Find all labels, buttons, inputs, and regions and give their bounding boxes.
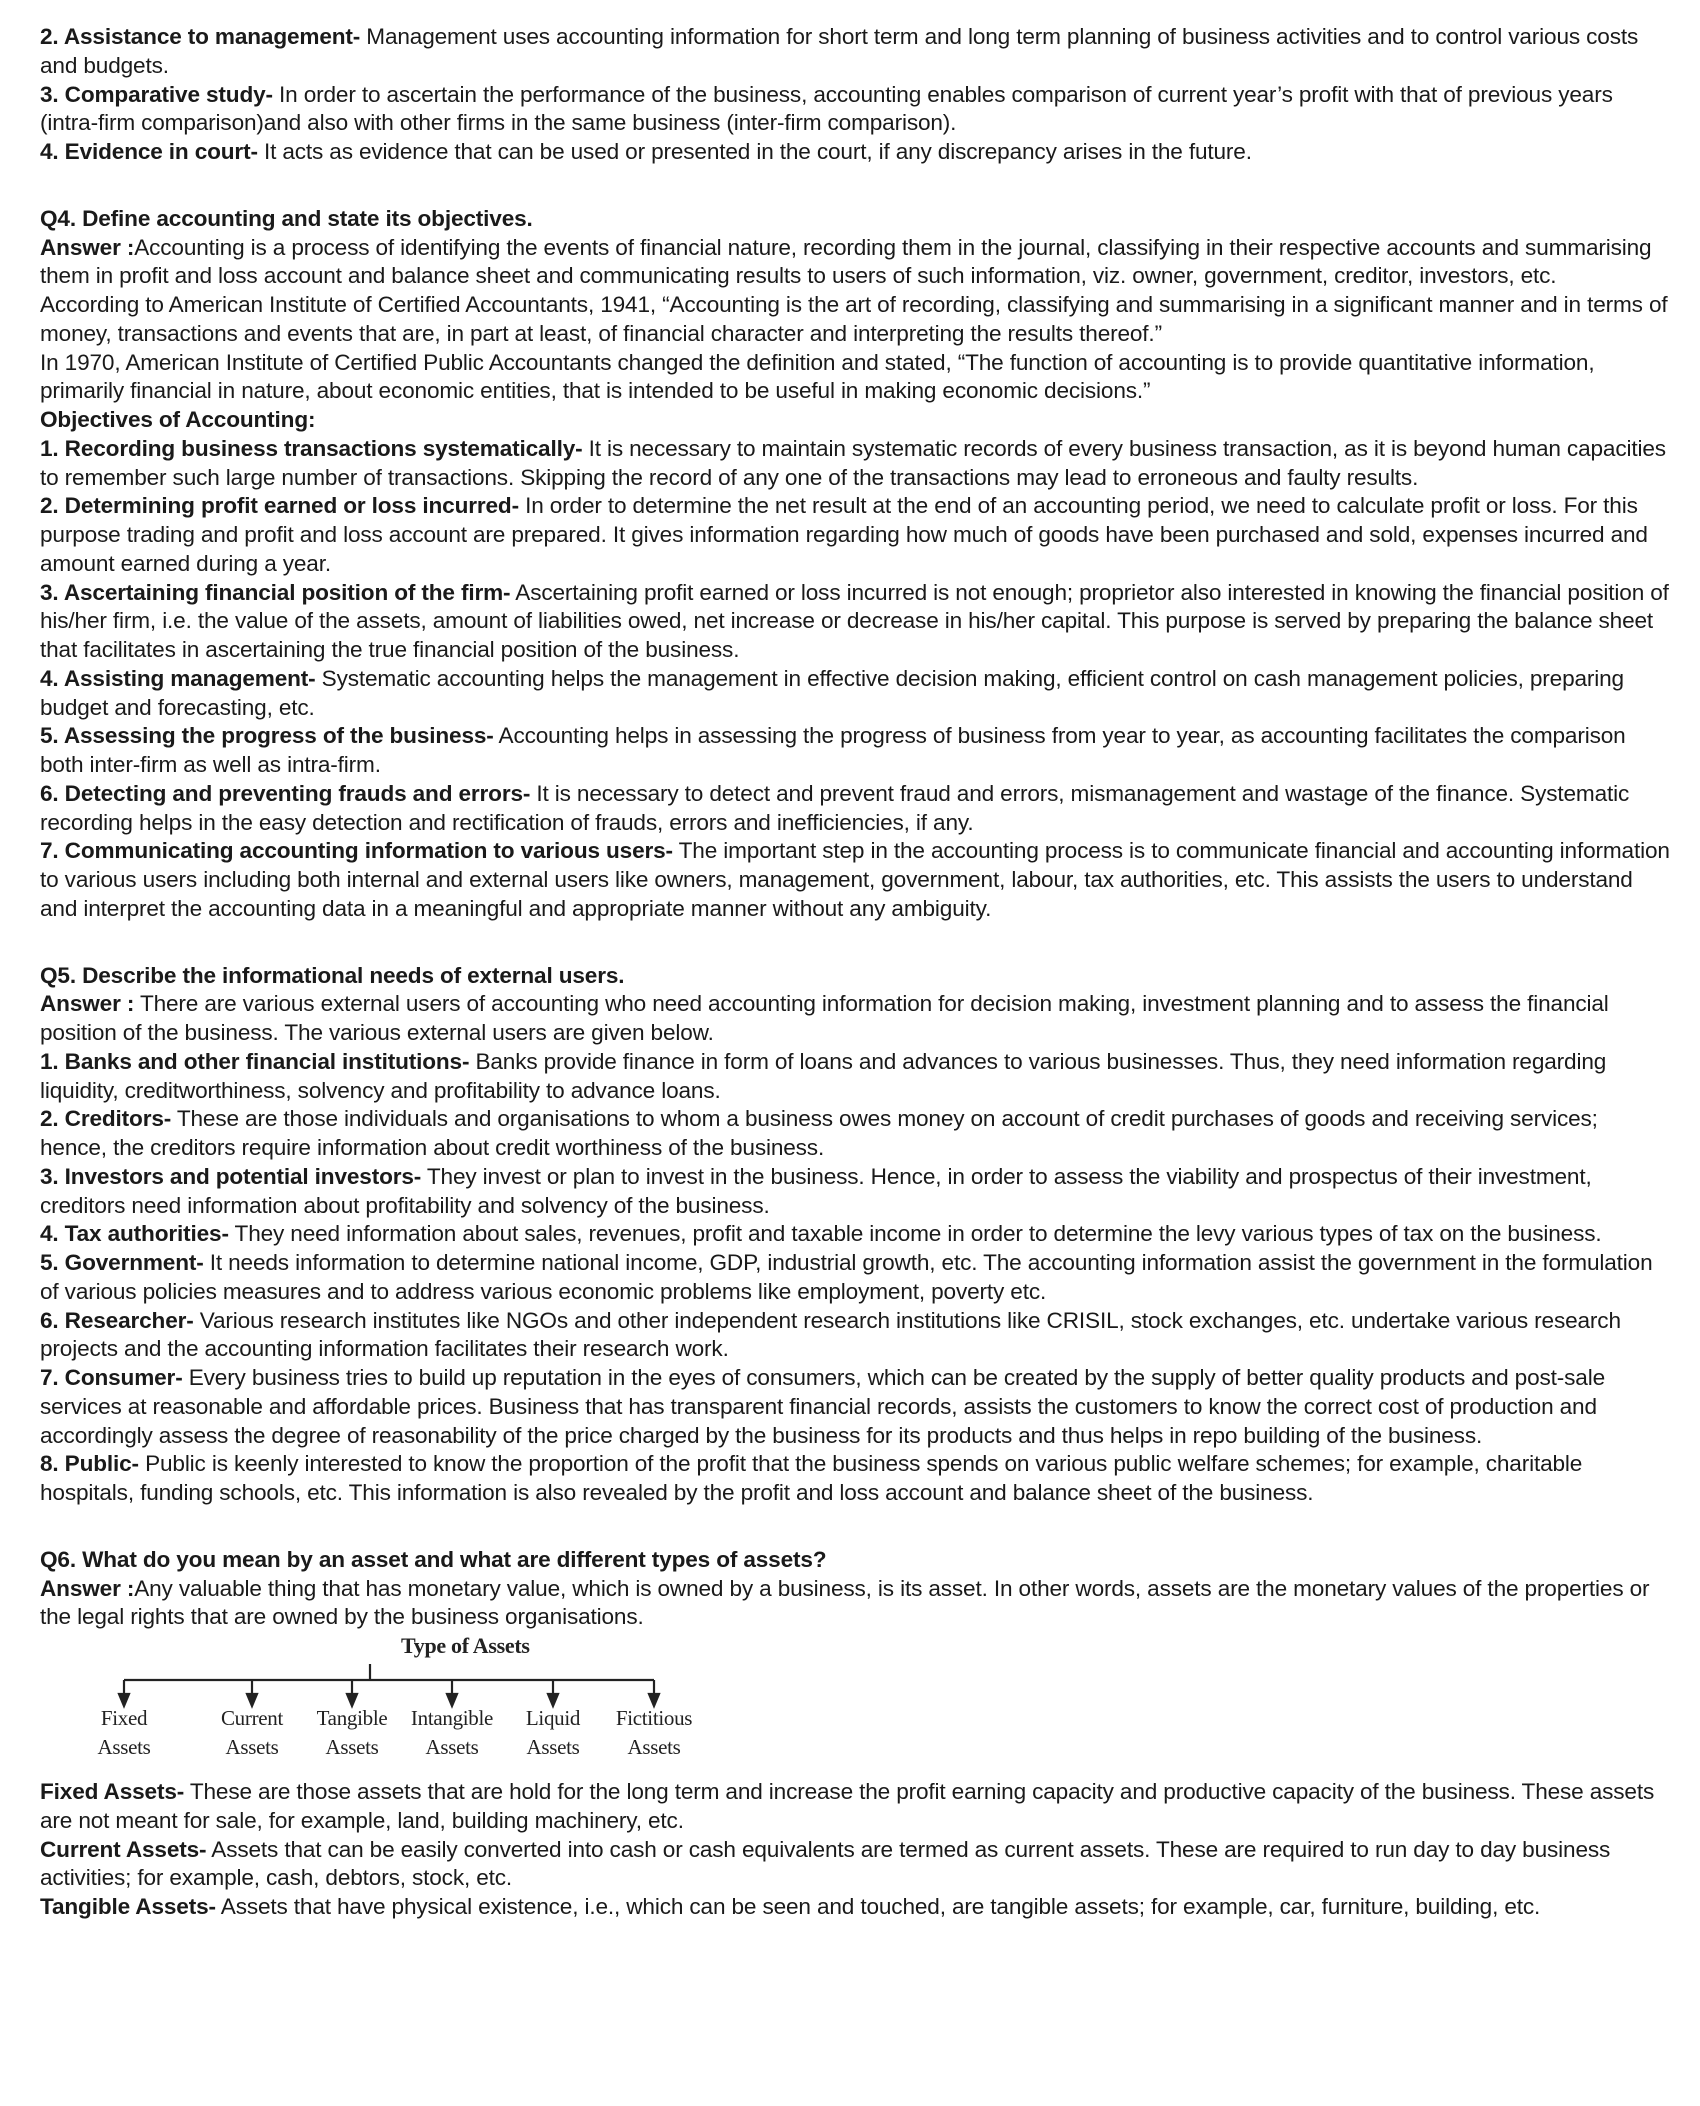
item-text: It acts as evidence that can be used or presented in the court, if any discrepancy arises in the future. (257, 139, 1252, 164)
list-item (40, 1778, 1670, 1836)
answer-paragraph (40, 234, 1670, 292)
item-text: Various research institutes like NGOs and other independent research institutions like CRISIL, stock exchanges, etc. undertake various research projects and the accounting information facilitates their research work. (40, 1307, 1621, 1362)
answer-text: There are various external users of accounting who need accounting information for decision making, investment planning and to assess the financial position of the business. The various external users are given below. (40, 991, 1609, 1045)
list-item (40, 1893, 1670, 1922)
list-item (40, 1048, 1670, 1106)
document-page (40, 23, 1670, 1922)
item-label: 2. Creditors- (40, 1106, 172, 1132)
item-label: 4. Evidence in court- (40, 139, 258, 164)
item-label: 3. Ascertaining financial position of the firm- (40, 579, 511, 605)
item-label: 4. Assisting management- (40, 665, 316, 691)
item-text: Public is keenly interested to know the proportion of the profit that the business spends on various public welfare schemes; for example, charitable hospitals, funding schools, etc. This information is also revealed by the profit and loss account and balance sheet of the business. (40, 1451, 1583, 1505)
item-text: It is necessary to detect and prevent fraud and errors, mismanagement and wastage of the finance. Systematic recording helps in the easy detection and rectification of frauds, errors and inefficiencies, if any. (40, 780, 1630, 835)
objectives-heading: Objectives of Accounting: (40, 407, 316, 432)
question-title: Q6. What do you mean by an asset and what are different types of assets? (40, 1546, 827, 1572)
list-item (40, 81, 1670, 139)
question-title: Q5. Describe the informational needs of external users. (40, 962, 625, 988)
item-text: In order to ascertain the performance of the business, accounting enables comparison of current year’s profit with that of previous years (intra-firm comparison)and also with other firms in the same business (inter-firm comparison). (40, 81, 1613, 136)
item-label: 7. Communicating accounting information to various users- (40, 838, 673, 864)
list-item (40, 1450, 1670, 1508)
diagram-node-intangible-assets: Intangible Assets (410, 1706, 494, 1759)
diagram-node-fictitious-assets: Fictitious Assets (615, 1706, 693, 1759)
item-label: 2. Assistance to management- (40, 24, 361, 49)
item-label: 1. Banks and other financial institutions- (40, 1048, 470, 1074)
definition-paragraph-1941: According to American Institute of Certified Accountants, 1941, “Accounting is the art of recording, classifying and summarising in a significant manner and in terms of money, transactions and events that are, in part at least, of financial character and interpreting the results thereof.” (40, 292, 1668, 346)
section-spacer (40, 167, 1670, 205)
list-item (40, 23, 1670, 81)
item-label: 1. Recording business transactions systematically- (40, 435, 583, 461)
list-item (40, 1220, 1670, 1249)
item-label: 6. Detecting and preventing frauds and errors- (40, 780, 531, 806)
answer-paragraph (40, 990, 1670, 1048)
item-label: 5. Assessing the progress of the business- (40, 723, 494, 749)
list-item (40, 579, 1670, 665)
item-label: 3. Investors and potential investors- (40, 1163, 422, 1189)
item-text: In order to determine the net result at the end of an accounting period, we need to calculate profit or loss. For this purpose trading and profit and loss account are prepared. It gives information regarding how much of goods have been purchased and sold, expenses incurred and amount earned during a year. (40, 493, 1648, 576)
answer-label: Answer : (40, 991, 135, 1017)
list-item (40, 1105, 1670, 1163)
item-label: Current Assets- (40, 1836, 207, 1862)
type-of-assets-diagram (76, 1634, 876, 1774)
item-label: Tangible Assets- (40, 1894, 216, 1919)
item-text: It needs information to determine national income, GDP, industrial growth, etc. The accounting information assist the government in the formulation of various policies measures and to address various economic problems like employment, poverty etc. (40, 1250, 1653, 1304)
item-label: 3. Comparative study- (40, 81, 273, 107)
list-item (40, 1364, 1670, 1450)
list-item (40, 722, 1670, 780)
item-label: 5. Government- (40, 1250, 204, 1275)
question-q6 (40, 1546, 1670, 1922)
answer-paragraph (40, 1575, 1670, 1633)
item-text: Accounting helps in assessing the progress of business from year to year, as accounting facilitates the comparison both inter-firm as well as intra-firm. (40, 723, 1626, 777)
question-q4 (40, 205, 1670, 924)
item-label: 2. Determining profit earned or loss incurred- (40, 493, 519, 519)
item-text: Management uses accounting information for short term and long term planning of business activities and to control various costs and budgets. (40, 24, 1639, 78)
item-label: 8. Public- (40, 1451, 139, 1477)
item-label: 6. Researcher- (40, 1307, 194, 1333)
list-item (40, 1307, 1670, 1365)
item-label: 4. Tax authorities- (40, 1221, 229, 1247)
item-text: Banks provide finance in form of loans and advances to various businesses. Thus, they need information regarding liquidity, creditworthiness, solvency and profitability to advance loans. (40, 1048, 1607, 1103)
list-item (40, 1249, 1670, 1307)
list-item (40, 780, 1670, 838)
list-item (40, 837, 1670, 923)
item-text: Ascertaining profit earned or loss incurred is not enough; proprietor also interested in knowing the financial position of his/her firm, i.e. the value of the assets, amount of liabilities owed, net increase or decrease in his/her capital. This purpose is served by preparing the balance sheet that facilitates in ascertaining the true financial position of the business. (40, 579, 1669, 662)
question-q5 (40, 962, 1670, 1508)
definition-paragraph-1970: In 1970, American Institute of Certified Public Accountants changed the definition and stated, “The function of accounting is to provide quantitative information, primarily financial in nature, about economic entities, that is intended to be useful in making economic decisions.” (40, 349, 1595, 404)
item-text: Every business tries to build up reputation in the eyes of consumers, which can be created by the supply of better quality products and post-sale services at reasonable and affordable prices. Business that has transparent financial records, assists the customers to know the correct cost of production and accordingly assess the degree of reasonability of the price charged by the business for its products and thus helps in repo building of the business. (40, 1365, 1605, 1448)
list-item (40, 665, 1670, 723)
list-item (40, 1163, 1670, 1221)
item-text: Assets that have physical existence, i.e., which can be seen and touched, are tangible assets; for example, car, furniture, building, etc. (215, 1894, 1541, 1919)
item-label: 7. Consumer- (40, 1365, 183, 1390)
item-text: The important step in the accounting process is to communicate financial and accounting information to various users including both internal and external users like owners, management, government, labour, tax authorities, etc. This assists the users to understand and interpret the accounting data in a meaningful and appropriate manner without any ambiguity. (40, 838, 1670, 921)
question-title: Q4. Define accounting and state its objectives. (40, 205, 533, 231)
item-text: These are those assets that are hold for the long term and increase the profit earning capacity and productive capacity of the business. These assets are not meant for sale, for example, land, building machinery, etc. (40, 1779, 1655, 1833)
section-spacer (40, 924, 1670, 962)
answer-text: Accounting is a process of identifying the events of financial nature, recording them in the journal, classifying in their respective accounts and summarising them in profit and loss account and balance sheet and communicating results to users of such information, viz. owner, government, creditor, investors, etc. (40, 234, 1652, 289)
diagram-node-liquid-assets: Liquid Assets (525, 1706, 581, 1759)
item-text: These are those individuals and organisations to whom a business owes money on account of credit purchases of goods and receiving services; hence, the creditors require information about credit worthiness of the business. (40, 1106, 1598, 1160)
item-text: Systematic accounting helps the management in effective decision making, efficient control on cash management policies, preparing budget and forecasting, etc. (40, 665, 1624, 720)
list-item (40, 492, 1670, 578)
item-text: Assets that can be easily converted into cash or cash equivalents are termed as current assets. These are required to run day to day business activities; for example, cash, debtors, stock, etc. (40, 1836, 1611, 1891)
list-item (40, 138, 1670, 167)
section-spacer (40, 1508, 1670, 1546)
diagram-node-fixed-assets: Fixed Assets (97, 1706, 151, 1759)
item-text: They need information about sales, revenues, profit and taxable income in order to determine the levy various types of tax on the business. (228, 1221, 1602, 1247)
diagram-node-tangible-assets: Tangible Assets (316, 1706, 388, 1759)
answer-text: Any valuable thing that has monetary value, which is owned by a business, is its asset. In other words, assets are the monetary values of the properties or the legal rights that are owned by the business organisations. (40, 1575, 1650, 1630)
diagram-node-current-assets: Current Assets (220, 1706, 284, 1759)
diagram-title: Type of Assets (401, 1633, 530, 1658)
list-item (40, 1836, 1670, 1894)
item-text: It is necessary to maintain systematic records of every business transaction, as it is beyond human capacities to remember such large number of transactions. Skipping the record of any one of the transactions may lead to erroneous and faulty results. (40, 435, 1666, 490)
previous-answer-continuation (40, 23, 1670, 167)
item-label: Fixed Assets- (40, 1779, 185, 1804)
item-text: They invest or plan to invest in the business. Hence, in order to assess the viability and prospectus of their investment, creditors need information about profitability and solvency of the business. (40, 1163, 1592, 1218)
answer-label: Answer : (40, 1575, 135, 1601)
answer-label: Answer : (40, 234, 135, 260)
list-item (40, 435, 1670, 493)
